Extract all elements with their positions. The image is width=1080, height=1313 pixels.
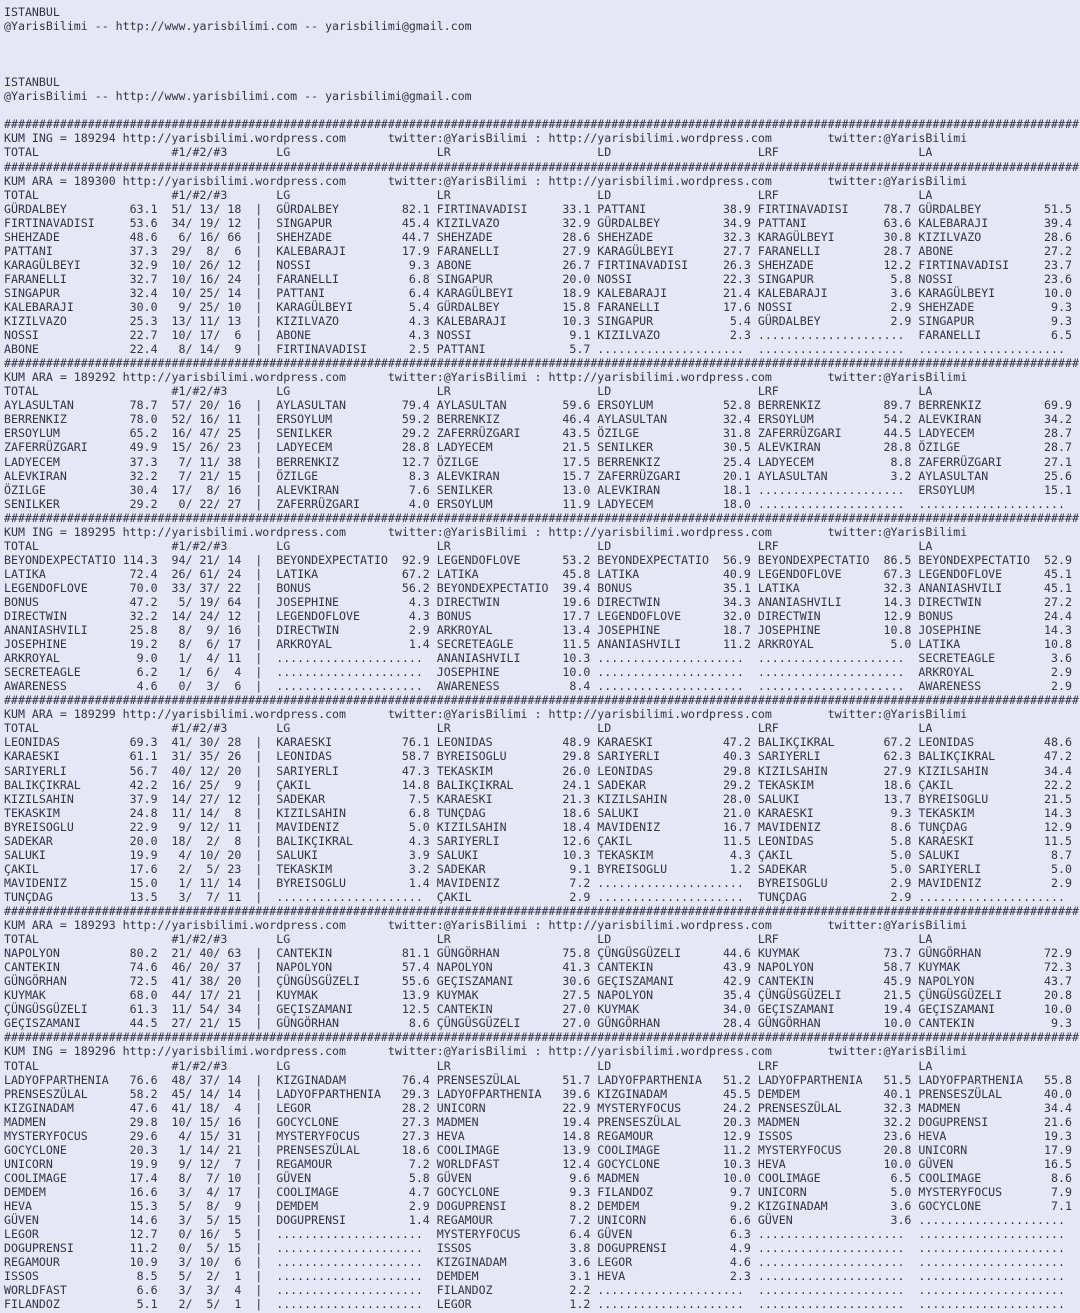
stats-row: MADMEN 29.8 10/ 15/ 16 | GOCYCLONE 27.3 MADMEN 19.4 PRENSESZÜLAL 20.3 MADMEN 32.2 DOGUPRENSI 21.6	[4, 1114, 1072, 1129]
column-header: TOTAL #1/#2/#3 LG LR LD LRF LA	[4, 187, 933, 202]
stats-row: WORLDFAST 6.6 3/ 3/ 4 | ..................... FILANDOZ 2.2 ..................... ..................... .....................	[4, 1283, 1072, 1298]
stats-row: HEVA 15.3 5/ 8/ 9 | DEMDEM 2.9 DOGUPRENSI 8.2 DEMDEM 9.2 KIZGINADAM 3.6 GOCYCLONE 7.1	[4, 1198, 1072, 1213]
section-separator: ##########################################################################################################################################################	[4, 1030, 1079, 1045]
column-header: TOTAL #1/#2/#3 LG LR LD LRF LA	[4, 721, 933, 736]
stats-row: REGAMOUR 10.9 3/ 10/ 6 | ..................... KIZGINADAM 3.6 LEGOR 4.6 ..................... .....................	[4, 1255, 1072, 1270]
stats-row: TUNÇDAG 13.5 3/ 7/ 11 | ..................... ÇAKIL 2.9 ..................... TUNÇDAG 2.9 .....................	[4, 889, 1072, 904]
masthead-contact: @YarisBilimi -- http://www.yarisbilimi.com -- yarisbilimi@gmail.com	[4, 19, 472, 34]
stats-row: BERRENKIZ 78.0 52/ 16/ 11 | ERSOYLUM 59.2 BERRENKIZ 46.4 AYLASULTAN 32.4 ERSOYLUM 54.2 ALEVKIRAN 34.2	[4, 412, 1072, 427]
stats-row: NAPOLYON 80.2 21/ 40/ 63 | CANTEKIN 81.1 GÜNGÖRHAN 75.8 ÇÜNGÜSGÜZELI 44.6 KUYMAK 73.7 GÜNGÖRHAN 72.9	[4, 946, 1072, 961]
column-header: TOTAL #1/#2/#3 LG LR LD LRF LA	[4, 932, 933, 947]
section-header: KUM ARA = 189292 http://yarisbilimi.wordpress.com twitter:@YarisBilimi : http://yarisbilimi.wordpress.com twitter:@YarisBilimi	[4, 370, 968, 385]
masthead-city: ISTANBUL	[4, 5, 60, 19]
section-separator: ##########################################################################################################################################################	[4, 356, 1079, 371]
section-header: KUM ARA = 189299 http://yarisbilimi.wordpress.com twitter:@YarisBilimi : http://yarisbilimi.wordpress.com twitter:@YarisBilimi	[4, 707, 968, 722]
stats-row: LEONIDAS 69.3 41/ 30/ 28 | KARAESKI 76.1 LEONIDAS 48.9 KARAESKI 47.2 BALIKÇIKRAL 67.2 LEONIDAS 48.6	[4, 735, 1072, 750]
stats-row: SALUKI 19.9 4/ 10/ 20 | SALUKI 3.9 SALUKI 10.3 TEKASKIM 4.3 ÇAKIL 5.0 SALUKI 8.7	[4, 847, 1072, 862]
blank-line	[4, 61, 1080, 75]
stats-row: MYSTERYFOCUS 29.6 4/ 15/ 31 | MYSTERYFOCUS 27.3 HEVA 14.8 REGAMOUR 12.9 ISSOS 23.6 HEVA 19.3	[4, 1128, 1072, 1143]
stats-row: BONUS 47.2 5/ 19/ 64 | JOSEPHINE 4.3 DIRECTWIN 19.6 DIRECTWIN 34.3 ANANIASHVILI 14.3 DIRECTWIN 27.2	[4, 594, 1072, 609]
stats-row: DOGUPRENSI 11.2 0/ 5/ 15 | ..................... ISSOS 3.8 DOGUPRENSI 4.9 ..................... .....................	[4, 1241, 1072, 1256]
section-189295	[4, 511, 1080, 694]
stats-row: LADYOFPARTHENIA 76.6 48/ 37/ 14 | KIZGINADAM 76.4 PRENSESZÜLAL 51.7 LADYOFPARTHENIA 51.2 LADYOFPARTHENIA 51.5 LADYOFPARTHENIA 55.8	[4, 1072, 1072, 1087]
stats-row: KIZILVAZO 25.3 13/ 11/ 13 | KIZILVAZO 4.3 KALEBARAJI 10.3 SINGAPUR 5.4 GÜRDALBEY 2.9 SINGAPUR 9.3	[4, 314, 1072, 329]
stats-row: PRENSESZÜLAL 58.2 45/ 14/ 14 | LADYOFPARTHENIA 29.3 LADYOFPARTHENIA 39.6 KIZGINADAM 45.5 DEMDEM 40.1 PRENSESZÜLAL 40.0	[4, 1086, 1072, 1101]
stats-row: GÜNGÖRHAN 72.5 41/ 38/ 20 | ÇÜNGÜSGÜZELI 55.6 GEÇISZAMANI 30.6 GEÇISZAMANI 42.9 CANTEKIN 45.9 NAPOLYON 43.7	[4, 974, 1072, 989]
stats-row: GOCYCLONE 20.3 1/ 14/ 21 | PRENSESZÜLAL 18.6 COOLIMAGE 13.9 COOLIMAGE 11.2 MYSTERYFOCUS 20.8 UNICORN 17.9	[4, 1142, 1072, 1157]
stats-row: GÜRDALBEY 63.1 51/ 13/ 18 | GÜRDALBEY 82.1 FIRTINAVADISI 33.1 PATTANI 38.9 FIRTINAVADISI 78.7 GÜRDALBEY 51.5	[4, 201, 1072, 216]
stats-row: LADYECEM 37.3 7/ 11/ 38 | BERRENKIZ 12.7 ÖZILGE 17.5 BERRENKIZ 25.4 LADYECEM 8.8 ZAFERRÜZGARI 27.1	[4, 454, 1072, 469]
stats-row: DEMDEM 16.6 3/ 4/ 17 | COOLIMAGE 4.7 GOCYCLONE 9.3 FILANDOZ 9.7 UNICORN 5.0 MYSTERYFOCUS 7.9	[4, 1184, 1072, 1199]
stats-row: ZAFERRÜZGARI 49.9 15/ 26/ 23 | LADYECEM 28.8 LADYECEM 21.5 SENILKER 30.5 ALEVKIRAN 28.8 ÖZILGE 28.7	[4, 440, 1072, 455]
column-header: TOTAL #1/#2/#3 LG LR LD LRF LA	[4, 384, 933, 399]
stats-row: SADEKAR 20.0 18/ 2/ 8 | BALIKÇIKRAL 4.3 SARIYERLI 12.6 ÇAKIL 11.5 LEONIDAS 5.8 KARAESKI 11.5	[4, 833, 1072, 848]
stats-row: TEKASKIM 24.8 11/ 14/ 8 | KIZILSAHIN 6.8 TUNÇDAG 18.6 SALUKI 21.0 KARAESKI 9.3 TEKASKIM 14.3	[4, 805, 1072, 820]
section-189293	[4, 904, 1080, 1030]
stats-row: SINGAPUR 32.4 10/ 25/ 14 | PATTANI 6.4 KARAGÜLBEYI 18.9 KALEBARAJI 21.4 KALEBARAJI 3.6 KARAGÜLBEYI 10.0	[4, 285, 1072, 300]
stats-row: PATTANI 37.3 29/ 8/ 6 | KALEBARAJI 17.9 FARANELLI 27.9 KARAGÜLBEYI 27.7 FARANELLI 28.7 ABONE 27.2	[4, 243, 1072, 258]
stats-row: ANANIASHVILI 25.8 8/ 9/ 16 | DIRECTWIN 2.9 ARKROYAL 13.4 JOSEPHINE 18.7 JOSEPHINE 10.8 JOSEPHINE 14.3	[4, 623, 1072, 638]
section-header: KUM ARA = 189300 http://yarisbilimi.wordpress.com twitter:@YarisBilimi : http://yarisbilimi.wordpress.com twitter:@YarisBilimi	[4, 173, 968, 188]
section-189292	[4, 356, 1080, 511]
stats-row: DIRECTWIN 32.2 14/ 24/ 12 | LEGENDOFLOVE 4.3 BONUS 17.7 LEGENDOFLOVE 32.0 DIRECTWIN 12.9 BONUS 24.4	[4, 609, 1072, 624]
stats-row: ISSOS 8.5 5/ 2/ 1 | ..................... DEMDEM 3.1 HEVA 2.3 ..................... .....................	[4, 1269, 1072, 1284]
stats-row: UNICORN 19.9 9/ 12/ 7 | REGAMOUR 7.2 WORLDFAST 12.4 GOCYCLONE 10.3 HEVA 10.0 GÜVEN 16.5	[4, 1156, 1072, 1171]
stats-row: KARAGÜLBEYI 32.9 10/ 26/ 12 | NOSSI 9.3 ABONE 26.7 FIRTINAVADISI 26.3 SHEHZADE 12.2 FIRTINAVADISI 23.7	[4, 257, 1072, 272]
stats-row: LATIKA 72.4 26/ 61/ 24 | LATIKA 67.2 LATIKA 45.8 LATIKA 40.9 LEGENDOFLOVE 67.3 LEGENDOFLOVE 45.1	[4, 566, 1072, 581]
stats-row: MAVIDENIZ 15.0 1/ 11/ 14 | BYREISOGLU 1.4 MAVIDENIZ 7.2 ..................... BYREISOGLU 2.9 MAVIDENIZ 2.9	[4, 875, 1072, 890]
stats-row: BYREISOGLU 22.9 9/ 12/ 11 | MAVIDENIZ 5.0 KIZILSAHIN 18.4 MAVIDENIZ 16.7 MAVIDENIZ 8.6 TUNÇDAG 12.9	[4, 819, 1072, 834]
stats-row: KARAESKI 61.1 31/ 35/ 26 | LEONIDAS 58.7 BYREISOGLU 29.8 SARIYERLI 40.3 SARIYERLI 62.3 BALIKÇIKRAL 47.2	[4, 749, 1072, 764]
stats-row: LEGENDOFLOVE 70.0 33/ 37/ 22 | BONUS 56.2 BEYONDEXPECTATIO 39.4 BONUS 35.1 LATIKA 32.3 ANANIASHVILI 45.1	[4, 580, 1072, 595]
section-separator: ##########################################################################################################################################################	[4, 510, 1079, 525]
stats-row: JOSEPHINE 19.2 8/ 6/ 17 | ARKROYAL 1.4 SECRETEAGLE 11.5 ANANIASHVILI 11.2 ARKROYAL 5.0 LATIKA 10.8	[4, 637, 1072, 652]
section-189300	[4, 160, 1080, 357]
section-189296	[4, 1030, 1080, 1311]
section-separator: ##########################################################################################################################################################	[4, 693, 1079, 708]
stats-row: AYLASULTAN 78.7 57/ 20/ 16 | AYLASULTAN 79.4 AYLASULTAN 59.6 ERSOYLUM 52.8 BERRENKIZ 89.7 BERRENKIZ 69.9	[4, 398, 1072, 413]
stats-row: GÜVEN 14.6 3/ 5/ 15 | DOGUPRENSI 1.4 REGAMOUR 7.2 UNICORN 6.6 GÜVEN 3.6 .....................	[4, 1213, 1072, 1228]
section-header: KUM ING = 189295 http://yarisbilimi.wordpress.com twitter:@YarisBilimi : http://yarisbilimi.wordpress.com twitter:@YarisBilimi	[4, 524, 968, 539]
stats-row: FIRTINAVADISI 53.6 34/ 19/ 12 | SINGAPUR 45.4 KIZILVAZO 32.9 GÜRDALBEY 34.9 PATTANI 63.6 KALEBARAJI 39.4	[4, 215, 1072, 230]
column-header: TOTAL #1/#2/#3 LG LR LD LRF LA	[4, 1058, 933, 1073]
stats-row: ÖZILGE 30.4 17/ 8/ 16 | ALEVKIRAN 7.6 SENILKER 13.0 ALEVKIRAN 18.1 ..................... ERSOYLUM 15.1	[4, 482, 1072, 497]
stats-row: KIZILSAHIN 37.9 14/ 27/ 12 | SADEKAR 7.5 KARAESKI 21.3 KIZILSAHIN 28.0 SALUKI 13.7 BYREISOGLU 21.5	[4, 791, 1072, 806]
stats-row: SARIYERLI 56.7 40/ 12/ 20 | SARIYERLI 47.3 TEKASKIM 26.0 LEONIDAS 29.8 KIZILSAHIN 27.9 KIZILSAHIN 34.4	[4, 763, 1072, 778]
stats-row: ALEVKIRAN 32.2 7/ 21/ 15 | ÖZILGE 8.3 ALEVKIRAN 15.7 ZAFERRÜZGARI 20.1 AYLASULTAN 3.2 AYLASULTAN 25.6	[4, 468, 1072, 483]
stats-row: SECRETEAGLE 6.2 1/ 6/ 4 | ..................... JOSEPHINE 10.0 ..................... ..................... ARKROYAL 2.9	[4, 665, 1072, 680]
stats-row: SENILKER 29.2 0/ 22/ 27 | ZAFERRÜZGARI 4.0 ERSOYLUM 11.9 LADYECEM 18.0 ..................... .....................	[4, 496, 1072, 511]
stats-row: COOLIMAGE 17.4 8/ 7/ 10 | GÜVEN 5.8 GÜVEN 9.6 MADMEN 10.0 COOLIMAGE 6.5 COOLIMAGE 8.6	[4, 1170, 1072, 1185]
section-separator: ##########################################################################################################################################################	[4, 117, 1079, 132]
stats-row: AWARENESS 4.6 0/ 3/ 6 | ..................... AWARENESS 8.4 ..................... ..................... AWARENESS 2.9	[4, 679, 1072, 694]
stats-row: ABONE 22.4 8/ 14/ 9 | FIRTINAVADISI 2.5 PATTANI 5.7 ..................... ..................... .....................	[4, 342, 1072, 357]
stats-row: ÇAKIL 17.6 2/ 5/ 23 | TEKASKIM 3.2 SADEKAR 9.1 BYREISOGLU 1.2 SADEKAR 5.0 SARIYERLI 5.0	[4, 861, 1072, 876]
section-separator: ##########################################################################################################################################################	[4, 904, 1079, 918]
stats-row: LEGOR 12.7 0/ 16/ 5 | ..................... MYSTERYFOCUS 6.4 GÜVEN 6.3 ..................... .....................	[4, 1227, 1072, 1242]
stats-row: FILANDOZ 5.1 2/ 5/ 1 | ..................... LEGOR 1.2 ..................... ..................... .....................	[4, 1297, 1072, 1312]
stats-row: GEÇISZAMANI 44.5 27/ 21/ 15 | GÜNGÖRHAN 8.6 ÇÜNGÜSGÜZELI 27.0 GÜNGÖRHAN 28.4 GÜNGÖRHAN 10.0 CANTEKIN 9.3	[4, 1016, 1072, 1031]
stats-row: NOSSI 22.7 10/ 17/ 6 | ABONE 4.3 NOSSI 9.1 KIZILVAZO 2.3 ..................... FARANELLI 6.5	[4, 328, 1072, 343]
blank-line	[4, 47, 1080, 61]
section-header: KUM ING = 189296 http://yarisbilimi.wordpress.com twitter:@YarisBilimi : http://yarisbilimi.wordpress.com twitter:@YarisBilimi	[4, 1044, 968, 1059]
stats-row: ARKROYAL 9.0 1/ 4/ 11 | ..................... ANANIASHVILI 10.3 ..................... ..................... SECRETEAGLE 3.6	[4, 651, 1072, 666]
column-header: TOTAL #1/#2/#3 LG LR LD LRF LA	[4, 538, 933, 553]
stats-row: BEYONDEXPECTATIO 114.3 94/ 21/ 14 | BEYONDEXPECTATIO 92.9 LEGENDOFLOVE 53.2 BEYONDEXPECTATIO 56.9 BEYONDEXPECTATIO 86.5 BEYONDEXPECTATIO 52.9	[4, 552, 1072, 567]
section-separator: ##########################################################################################################################################################	[4, 159, 1079, 174]
section-header: KUM ING = 189294 http://yarisbilimi.wordpress.com twitter:@YarisBilimi : http://yarisbilimi.wordpress.com twitter:@YarisBilimi	[4, 131, 968, 146]
stats-row: FARANELLI 32.7 10/ 16/ 24 | FARANELLI 6.8 SINGAPUR 20.0 NOSSI 22.3 SINGAPUR 5.8 NOSSI 23.6	[4, 271, 1072, 286]
stats-row: SHEHZADE 48.6 6/ 16/ 66 | SHEHZADE 44.7 SHEHZADE 28.6 SHEHZADE 32.3 KARAGÜLBEYI 30.8 KIZILVAZO 28.6	[4, 229, 1072, 244]
stats-row: KALEBARAJI 30.0 9/ 25/ 10 | KARAGÜLBEYI 5.4 GÜRDALBEY 15.8 FARANELLI 17.6 NOSSI 2.9 SHEHZADE 9.3	[4, 299, 1072, 314]
blank-line	[4, 103, 1080, 117]
masthead	[4, 5, 1080, 117]
masthead-contact: @YarisBilimi -- http://www.yarisbilimi.com -- yarisbilimi@gmail.com	[4, 89, 472, 104]
blank-line	[4, 33, 1080, 47]
section-189299	[4, 693, 1080, 904]
stats-row: CANTEKIN 74.6 46/ 20/ 37 | NAPOLYON 57.4 NAPOLYON 41.3 CANTEKIN 43.9 NAPOLYON 58.7 KUYMAK 72.3	[4, 960, 1072, 975]
stats-row: BALIKÇIKRAL 42.2 16/ 25/ 9 | ÇAKIL 14.8 BALIKÇIKRAL 24.1 SADEKAR 29.2 TEKASKIM 18.6 ÇAKIL 22.2	[4, 777, 1072, 792]
section-189294	[4, 117, 1080, 159]
stats-row: KUYMAK 68.0 44/ 17/ 21 | KUYMAK 13.9 KUYMAK 27.5 NAPOLYON 35.4 ÇÜNGÜSGÜZELI 21.5 ÇÜNGÜSGÜZELI 20.8	[4, 988, 1072, 1003]
stats-row: KIZGINADAM 47.6 41/ 18/ 4 | LEGOR 28.2 UNICORN 22.9 MYSTERYFOCUS 24.2 PRENSESZÜLAL 32.3 MADMEN 34.4	[4, 1100, 1072, 1115]
stats-row: ÇÜNGÜSGÜZELI 61.3 11/ 54/ 34 | GEÇISZAMANI 12.5 CANTEKIN 27.0 KUYMAK 34.0 GEÇISZAMANI 19.4 GEÇISZAMANI 10.0	[4, 1002, 1072, 1017]
section-header: KUM ARA = 189293 http://yarisbilimi.wordpress.com twitter:@YarisBilimi : http://yarisbilimi.wordpress.com twitter:@YarisBilimi	[4, 918, 968, 933]
stats-row: ERSOYLUM 65.2 16/ 47/ 25 | SENILKER 29.2 ZAFERRÜZGARI 43.5 ÖZILGE 31.8 ZAFERRÜZGARI 44.5 LADYECEM 28.7	[4, 426, 1072, 441]
column-header: TOTAL #1/#2/#3 LG LR LD LRF LA	[4, 145, 933, 160]
masthead-city: ISTANBUL	[4, 75, 60, 90]
